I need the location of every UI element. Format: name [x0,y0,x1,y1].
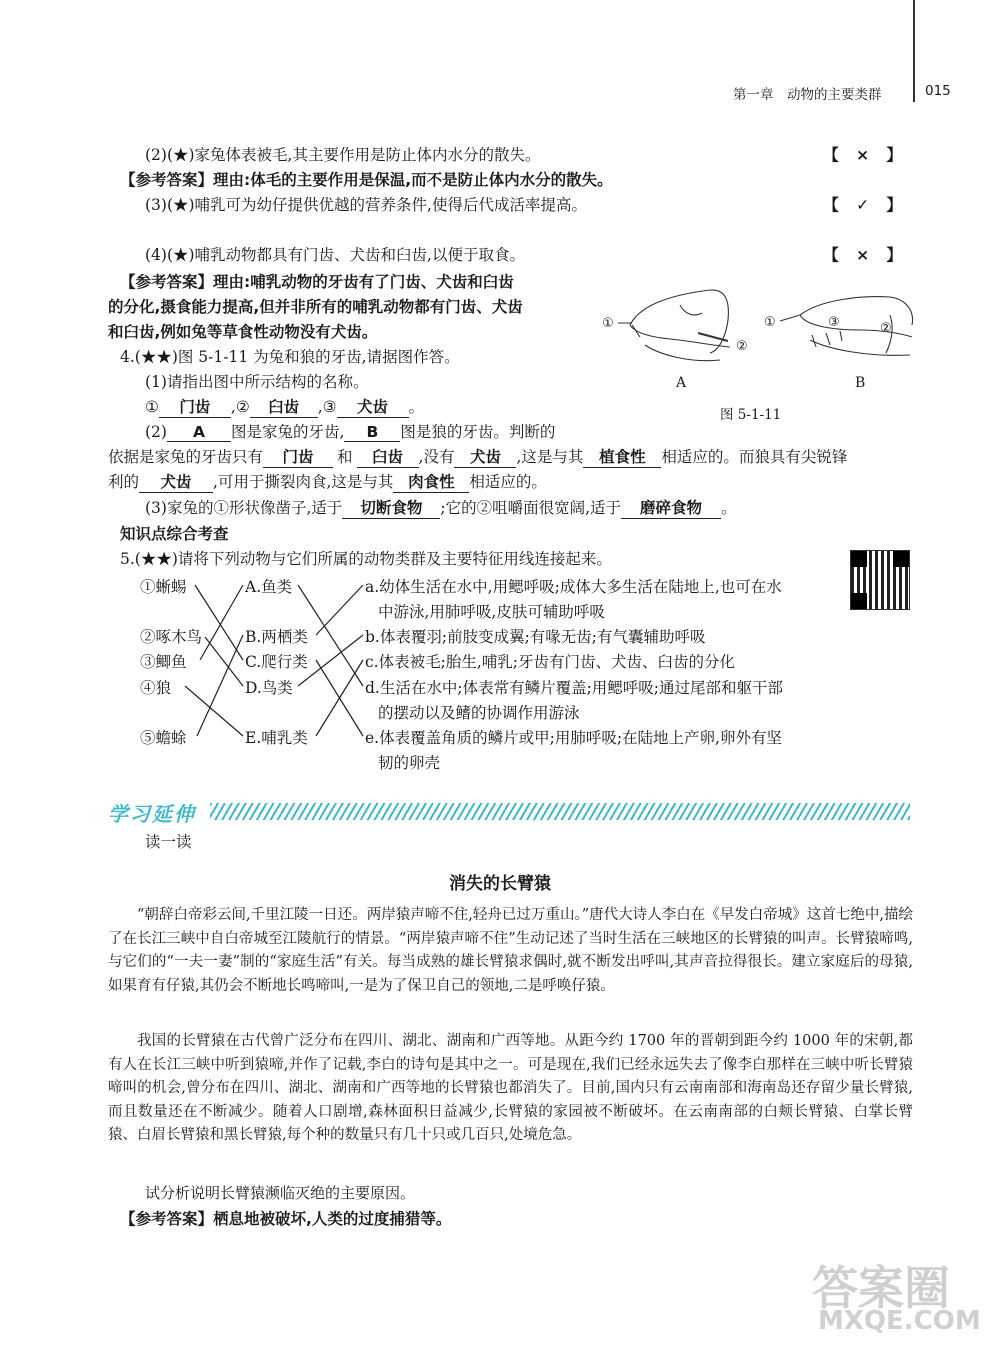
blank-b: B [344,423,400,442]
line4-end: 相适应的。 [469,473,547,491]
link-lizard-reptile [195,585,243,660]
group-b: B.两栖类 [245,628,308,646]
line5-mid: ;它的②咀嚼面很宽阔,适于 [440,499,622,517]
link-bird-b [298,635,363,686]
answer-mark-4: 【 × 】 [823,246,908,264]
chapter-header: 第一章 动物的主要类群 [733,87,882,103]
label-2-b: ② [880,321,892,336]
blank-molar: 臼齿 [250,395,318,418]
figure-label-b: B [855,375,866,391]
line4-mid: ,可用于撕裂肉食,这是与其 [213,473,394,491]
question-3: (3)(★)哺乳可为幼仔提供优越的营养条件,使得后代成活率提高。 [145,196,587,214]
feature-e-line2: 韧的卵壳 [378,754,441,772]
figure-caption: 图 5-1-11 [720,407,782,423]
sub2-text-end: 图是狼的牙齿。判断的 [400,423,556,441]
num-3: ,③ [317,398,337,416]
feature-b: b.体表覆羽;前肢变成翼;有喙无齿;有气囊辅助呼吸 [365,628,706,646]
blank-g: 犬齿 [139,470,213,493]
question-teeth-sub1: (1)请指出图中所示结构的名称。 [145,373,369,391]
feature-d-line2: 的摆动以及鳍的协调作用游泳 [378,704,580,722]
answer-mark-3: 【 ✓ 】 [823,196,908,214]
blank-canine: 犬齿 [337,395,409,418]
blank-incisor: 门齿 [159,395,231,418]
feature-a-line2: 中游泳,用肺呼吸,皮肤可辅助呼吸 [378,603,605,621]
line5-text: (3)家兔的①形状像凿子,适于 [145,499,343,517]
link-toad-amphibian [197,635,243,736]
sub2-text: 图是家兔的牙齿, [230,423,345,441]
blank-i: 切断食物 [342,496,440,519]
blank-j: 磨碎食物 [621,496,721,519]
animal-5: ⑤蟾蜍 [140,729,187,747]
group-e: E.哺乳类 [245,729,308,747]
article-title: 消失的长臂猿 [449,874,551,894]
sub2-number: (2) [145,423,167,441]
figure-label-a: A [676,375,687,391]
article-paragraph-2: 我国的长臂猿在古代曾广泛分布在四川、湖北、湖南和广西等地。从距今约 1700 年的晋朝到距今约 1000 年的宋朝,都有人在长江三峡中听到猿啼,并作了记载,李白的诗句是其中之一。可是现在,我们已经永远失去了像李白那样在三峡中听长臂猿啼叫的机会,曾分布在四川、湖北、湖南和广西等地的长臂猿也都消失了。目前,国内只有云南南部和海南岛还存留少量长臂猿,而且数量还在不断减少。随着人口剧增,森林面积日益减少,长臂猿的家园被不断破坏。在云南南部的白颊长臂猿、白掌长臂猿、白眉长臂猿和黑长臂猿,每个种的数量只有几十只或几百只,处境危急。 [108,1033,913,1144]
label-1-a: ① [602,316,614,331]
question-4: (4)(★)哺乳动物都具有门齿、犬齿和臼齿,以便于取食。 [145,246,525,264]
answer-label: 【参考答案】 [120,171,214,189]
label-2-a: ② [736,339,748,354]
line3-none: ,没有 [418,448,455,466]
group-c: C.爬行类 [245,653,308,671]
blank-e: 犬齿 [454,445,516,468]
banner-hatch [210,803,910,820]
num-1: ① [145,398,159,416]
line5-end: 。 [721,499,737,517]
blank-h: 肉食性 [393,470,469,493]
page-number: 015 [925,83,951,99]
line3-text: 依据是家兔的牙齿只有 [108,448,264,466]
answer-4-line3: 和臼齿,例如兔等草食性动物没有犬齿。 [108,323,378,341]
animal-4: ④狼 [140,679,172,697]
feature-e-line1: e.体表覆盖角质的鳞片或甲;用肺呼吸;在陆地上产卵,卵外有坚 [365,729,782,747]
feature-a-line1: a.幼体生活在水中,用鳃呼吸;成体大多生活在陆地上,也可在水 [365,578,782,596]
question-5-stem: 5.(★★)请将下列动物与它们所属的动物类群及主要特征用线连接起来。 [120,550,612,568]
line3-end: 相适应的。而狼具有尖锐锋 [661,448,848,466]
answer-text: 栖息地被破坏,人类的过度捕猎等。 [213,1210,452,1228]
link-fish-d [298,585,363,686]
line3-and: 和 [337,448,353,466]
feature-c: c.体表被毛;胎生,哺乳;牙齿有门齿、犬齿、臼齿的分化 [365,653,735,671]
link-wolf-mammal [185,686,243,736]
extension-subtitle: 读一读 [145,833,192,851]
feature-d-line1: d.生活在水中;体表常有鳞片覆盖;用鳃呼吸;通过尾部和躯干部 [365,679,784,697]
line3-adapt: ,这是与其 [516,448,584,466]
animal-3: ③鲫鱼 [140,653,187,671]
watermark-logo: 答案圈 [812,1261,950,1315]
answer-label: 【参考答案】 [120,273,214,291]
watermark-url: MXQE.COM [818,1306,981,1336]
answer-mark-2: 【 × 】 [823,146,908,164]
group-d: D.鸟类 [245,679,293,697]
link-amphibian-a [316,585,363,635]
line4-text: 利的 [108,473,140,491]
period: 。 [408,398,425,416]
blank-c: 门齿 [263,445,333,468]
label-3-b: ③ [828,315,840,330]
article-paragraph-1: “朝辞白帝彩云间,千里江陵一日还。两岸猿声啼不住,轻舟已过万重山。”唐代大诗人李白在《早发白帝城》这首七绝中,描绘了在长江三峡中自白帝城至江陵航行的情景。“两岸猿声啼不住”生动记述了当时生活在三峡地区的长臂猿的叫声。长臂猿啼鸣,与它们的“一夫一妻”制的“家庭生活”有关。每当成熟的雄长臂猿求偶时,就不断发出呼叫,其声音拉得很长。建立家庭后的母猿,如果育有仔猿,其仍会不断地长鸣啼叫,一是为了保卫自己的领地,二是呼唤仔猿。 [108,907,913,994]
question-teeth-stem: 4.(★★)图 5-1-11 为兔和狼的牙齿,请据图作答。 [120,348,460,366]
extension-answer [120,1207,451,1229]
extension-banner: 学习延伸 [108,802,196,826]
link-woodpecker-bird [205,637,243,686]
label-1-b: ① [764,315,776,330]
answer-text: 理由:哺乳动物的牙齿有了门齿、犬齿和臼齿 [213,273,514,291]
blank-d: 臼齿 [357,445,419,468]
extension-question: 试分析说明长臂猿濒临灭绝的主要原因。 [145,1184,416,1202]
num-2: ,② [230,398,250,416]
animal-2: ②啄木鸟 [140,628,203,646]
answer-4-line2: 的分化,摄食能力提高,但并非所有的哺乳动物都有门齿、犬齿 [108,298,523,316]
question-2: (2)(★)家兔体表被毛,其主要作用是防止体内水分的散失。 [145,146,541,164]
answer-text: 理由:体毛的主要作用是保温,而不是防止体内水分的散失。 [213,171,613,189]
group-a: A.鱼类 [245,578,293,596]
blank-a: A [167,423,231,442]
section-title: 知识点综合考查 [120,525,229,543]
blank-f: 植食性 [583,445,661,468]
answer-label: 【参考答案】 [120,1210,214,1228]
animal-1: ①蜥蜴 [140,578,187,596]
